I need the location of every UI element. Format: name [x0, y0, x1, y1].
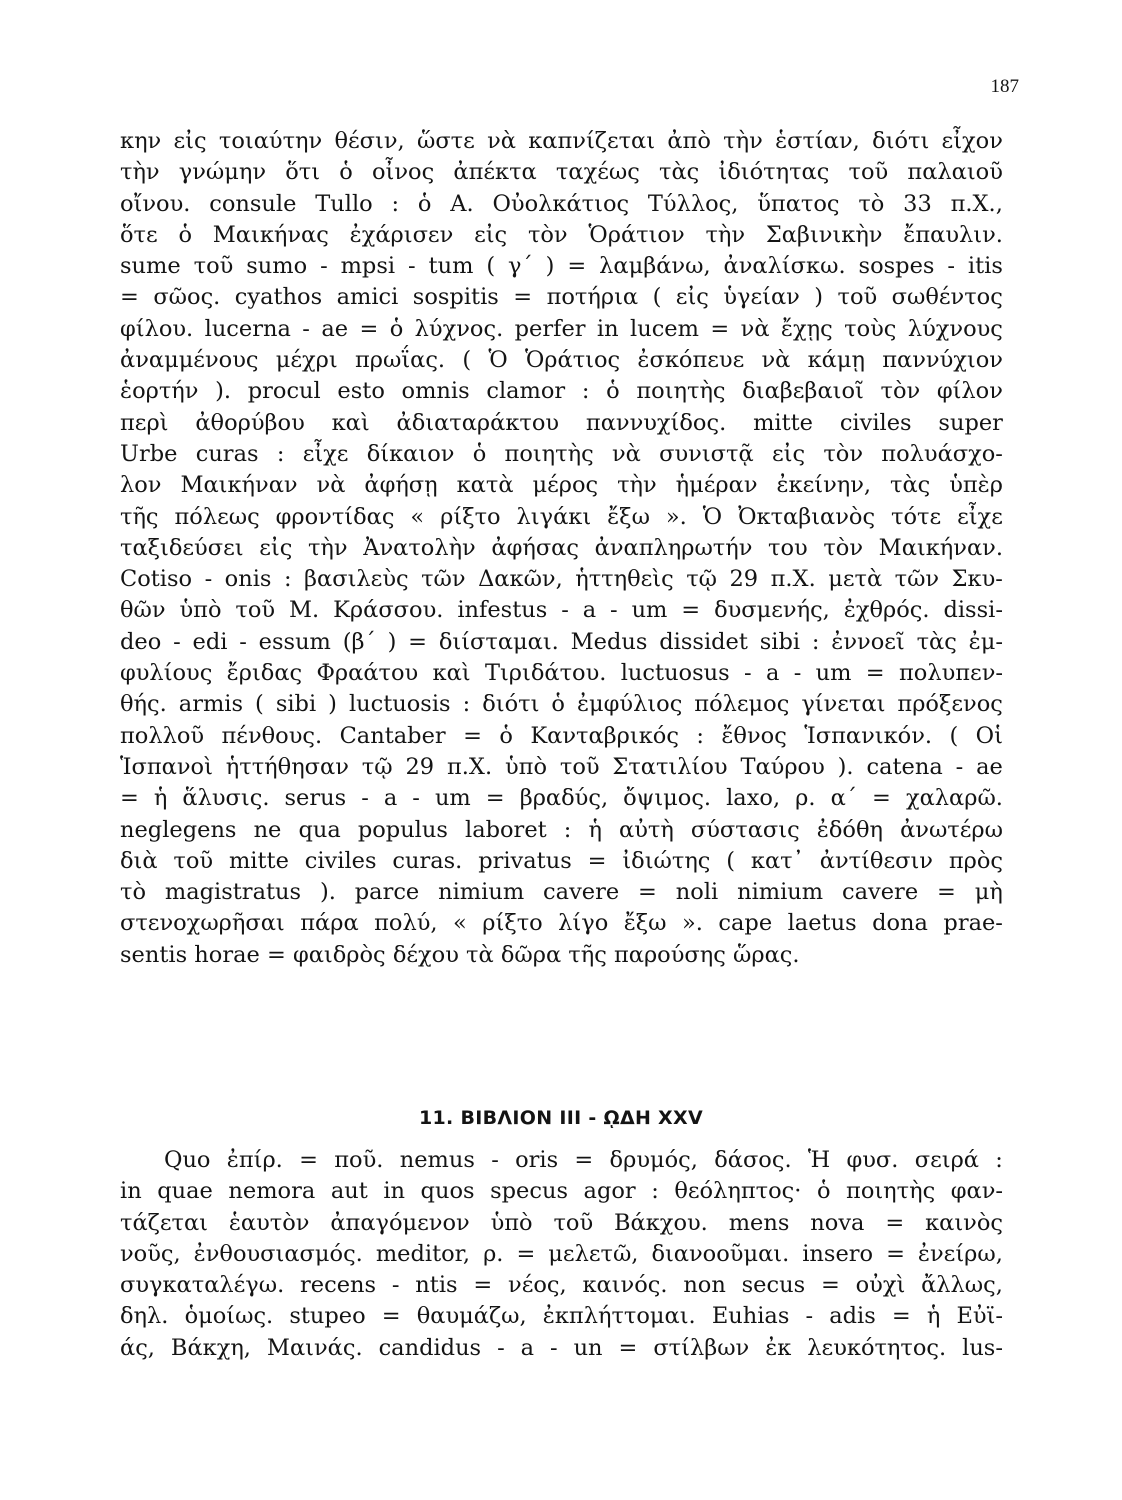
text-line: Urbe curas : εἶχε δίκαιον ὁ ποιητὴς νὰ συνιστᾷ εἰς τὸν πολυάσχο-	[120, 440, 1003, 467]
text-line: διὰ τοῦ mitte civiles curas. privatus = ἰδιώτης ( κατ᾽ ἀντίθεσιν πρὸς	[120, 847, 1003, 874]
text-line: sentis horae = φαιδρὸς δέχου τὰ δῶρα τῆς παρούσης ὥρας.	[120, 941, 800, 968]
text-line: θῶν ὑπὸ τοῦ Μ. Κράσσου. infestus - a - um = δυσμενής, ἐχθρός. dissi-	[120, 597, 1003, 624]
text-line: sume τοῦ sumo - mpsi - tum ( γ´ ) = λαμβάνω, ἀναλίσκω. sospes - itis	[120, 253, 1003, 280]
text-line: τὴν γνώμην ὅτι ὁ οἶνος ἀπέκτα ταχέως τὰς ἰδιότητας τοῦ παλαιοῦ	[120, 159, 1003, 186]
text-line: άς, Βάκχη, Μαινάς. candidus - a - un = στίλβων ἐκ λευκότητος. lus-	[120, 1334, 1003, 1361]
text-line: neglegens ne qua populus laboret : ἡ αὐτὴ σύστασις ἐδόθη ἀνωτέρω	[120, 816, 1003, 843]
text-line: δηλ. ὁμοίως. stupeo = θαυμάζω, ἐκπλήττομαι. Euhias - adis = ἡ Εὐϊ-	[120, 1303, 1003, 1330]
text-line: θής. armis ( sibi ) luctuosis : διότι ὁ ἐμφύλιος πόλεμος γίνεται πρόξενος	[120, 691, 1003, 718]
text-line: στενοχωρῆσαι πάρα πολύ, « ρίξτο λίγο ἔξω ». cape laetus dona prae-	[120, 910, 1003, 937]
text-line: φυλίους ἔριδας Φραάτου καὶ Τιριδάτου. luctuosus - a - um = πολυπεν-	[120, 660, 1003, 687]
text-line: τὸ magistratus ). parce nimium cavere = noli nimium cavere = μὴ	[120, 879, 1003, 906]
text-line: ἑορτήν ). procul esto omnis clamor : ὁ ποιητὴς διαβεβαιοῖ τὸν φίλον	[120, 378, 1003, 405]
text-line: Quo ἐπίρ. = ποῦ. nemus - oris = δρυμός, δάσος. Ἡ φυσ. σειρά :	[164, 1147, 1003, 1173]
text-line: deo - edi - essum (β´ ) = διίσταμαι. Medus dissidet sibi : ἐννοεῖ τὰς ἐμ-	[120, 628, 1003, 655]
text-line: τῆς πόλεως φροντίδας « ρίξτο λιγάκι ἔξω ». Ὁ Ὀκταβιανὸς τότε εἶχε	[120, 503, 1003, 530]
text-line: κην εἰς τοιαύτην θέσιν, ὥστε νὰ καπνίζεται ἀπὸ τὴν ἑστίαν, διότι εἶχον	[120, 128, 1003, 154]
text-line: ὅτε ὁ Μαικήνας ἐχάρισεν εἰς τὸν Ὁράτιον τὴν Σαβινικὴν ἔπαυλιν.	[120, 221, 1003, 248]
text-line: πολλοῦ πένθους. Cantaber = ὁ Κανταβρικός : ἔθνος Ἱσπανικόν. ( Οἱ	[120, 722, 1003, 749]
text-line: Ἱσπανοὶ ἡττήθησαν τῷ 29 π.Χ. ὑπὸ τοῦ Στατιλίου Ταύρου ). catena - ae	[120, 753, 1003, 780]
commentary-block-1	[120, 126, 1003, 971]
text-line: τάζεται ἑαυτὸν ἀπαγόμενον ὑπὸ τοῦ Βάκχου. mens nova = καινὸς	[120, 1209, 1003, 1236]
text-line: λον Μαικήναν νὰ ἀφήσῃ κατὰ μέρος τὴν ἡμέραν ἐκείνην, τὰς ὑπὲρ	[120, 472, 1003, 499]
page-number: 187	[990, 76, 1019, 97]
text-line: ἀναμμένους μέχρι πρωΐας. ( Ὁ Ὁράτιος ἐσκόπευε νὰ κάμῃ παννύχιον	[120, 347, 1003, 374]
text-line: in quae nemora aut in quos specus agor : θεόληπτος· ὁ ποιητὴς φαν-	[120, 1178, 1003, 1205]
text-line: Cotiso - onis : βασιλεὺς τῶν Δακῶν, ἡττηθεὶς τῷ 29 π.Χ. μετὰ τῶν Σκυ-	[120, 566, 1003, 593]
text-line: ταξιδεύσει εἰς τὴν Ἀνατολὴν ἀφήσας ἀναπληρωτήν του τὸν Μαικήναν.	[120, 534, 1003, 561]
text-line: = ἡ ἅλυσις. serus - a - um = βραδύς, ὄψιμος. laxo, ρ. α´ = χαλαρῶ.	[120, 785, 1003, 812]
text-line: περὶ ἀθορύβου καὶ ἀδιαταράκτου παννυχίδος. mitte civiles super	[120, 409, 1003, 436]
section-heading: 11. ΒΙΒΛΙΟΝ III - ῼΔΗ XXV	[419, 1107, 703, 1129]
text-line: = σῶος. cyathos amici sospitis = ποτήρια ( εἰς ὑγείαν ) τοῦ σωθέντος	[120, 284, 1003, 311]
text-line: νοῦς, ἐνθουσιασμός. meditor, ρ. = μελετῶ, διανοοῦμαι. insero = ἐνείρω,	[120, 1240, 1003, 1267]
commentary-block-2	[120, 1145, 1003, 1364]
text-line: φίλου. lucerna - ae = ὁ λύχνος. perfer in lucem = νὰ ἔχῃς τοὺς λύχνους	[120, 315, 1003, 342]
text-line: συγκαταλέγω. recens - ntis = νέος, καινός. non secus = οὐχὶ ἄλλως,	[120, 1272, 1003, 1299]
text-line: οἴνου. consule Tullo : ὁ Α. Οὐολκάτιος Τύλλος, ὕπατος τὸ 33 π.Χ.,	[120, 190, 1003, 217]
